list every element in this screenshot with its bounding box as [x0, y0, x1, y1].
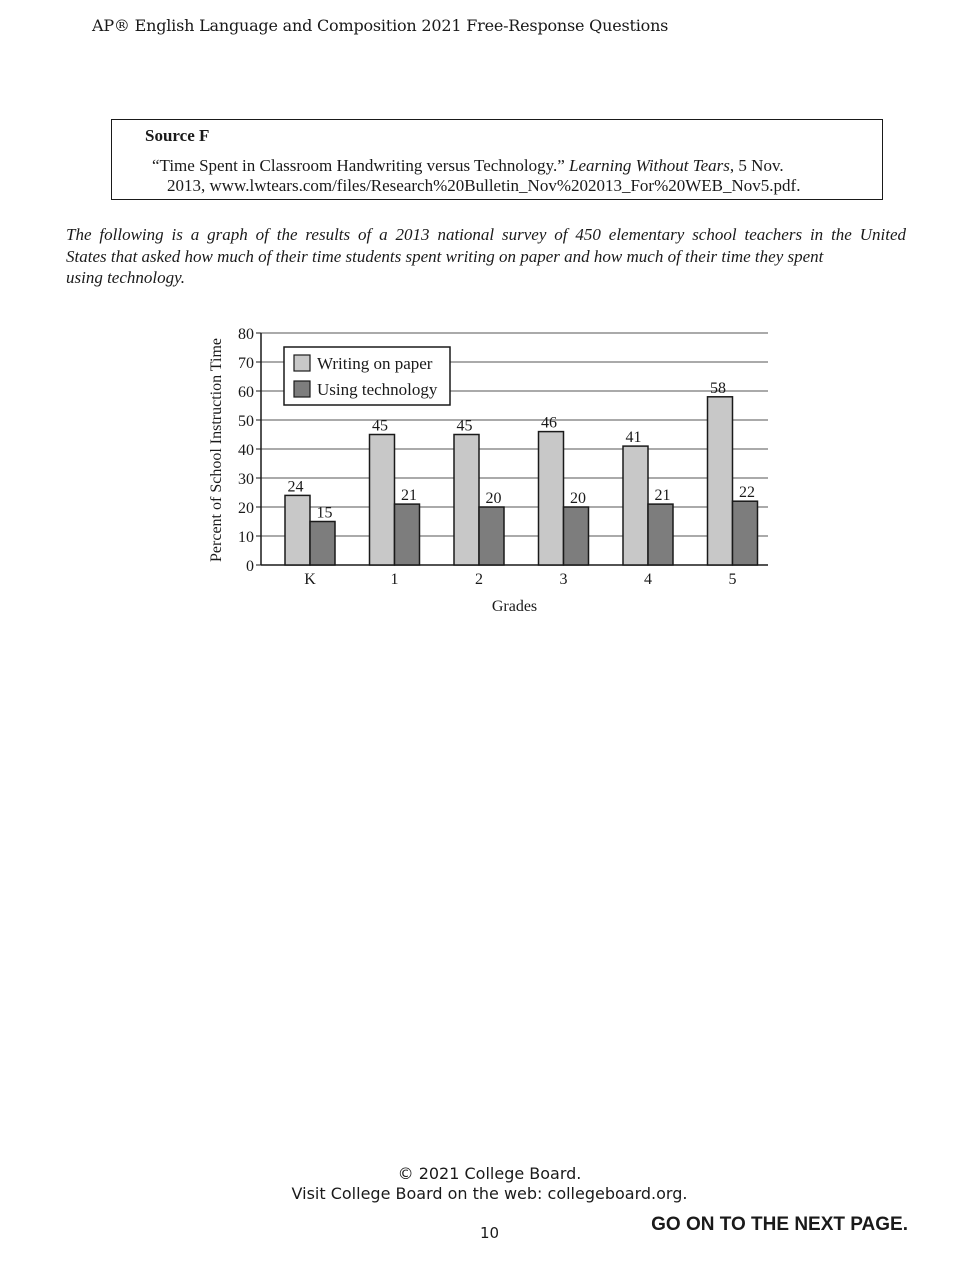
page-number: 10 [479, 1224, 500, 1242]
y-tick-label: 10 [238, 529, 254, 546]
x-tick-label: 3 [559, 571, 568, 588]
y-tick-label: 20 [238, 500, 254, 517]
x-tick-label: 4 [644, 571, 652, 588]
legend-label: Using technology [317, 380, 438, 399]
y-tick-label: 40 [238, 442, 254, 459]
intro-line-3: using technology. [66, 268, 185, 287]
source-title: Source F [145, 126, 210, 145]
bar-paper [539, 432, 564, 565]
intro-line-2: States that asked how much of their time students spent writing on paper and how much of their time they spent [66, 246, 824, 266]
bar-data-label: 20 [485, 490, 502, 507]
bar-technology [564, 507, 589, 565]
legend-label: Writing on paper [317, 354, 433, 373]
y-tick-label: 30 [238, 471, 254, 488]
x-tick-label: 5 [728, 571, 737, 588]
y-tick-label: 0 [246, 558, 254, 575]
bar-technology [395, 504, 420, 565]
bar-data-label: 21 [654, 487, 671, 505]
bar-paper [623, 446, 648, 565]
source-citation-box [111, 119, 883, 200]
legend-swatch [294, 355, 310, 371]
y-tick-label: 70 [238, 355, 254, 372]
bar-data-label: 45 [372, 417, 388, 435]
bar-paper [708, 397, 733, 565]
bar-data-label: 45 [456, 417, 473, 435]
bar-technology [479, 507, 504, 565]
bar-paper [454, 435, 479, 566]
x-tick-label: 2 [475, 571, 483, 588]
x-tick-label: K [304, 571, 316, 588]
bar-data-label: 46 [541, 414, 557, 432]
x-tick-label: 1 [390, 571, 399, 588]
citation-journal: Learning Without Tears [569, 156, 730, 175]
bar-technology [648, 504, 673, 565]
x-axis-title: Grades [491, 598, 538, 615]
citation-article-title: “Time Spent in Classroom Handwriting versus Technology.” [152, 156, 565, 175]
y-tick-label: 60 [238, 384, 254, 401]
bar-data-label: 20 [570, 490, 586, 507]
intro-paragraph [66, 224, 906, 289]
go-on-next-page: GO ON TO THE NEXT PAGE. [651, 1214, 908, 1235]
y-tick-label: 50 [238, 413, 254, 430]
page-header: AP® English Language and Composition 2021 Free-Response Questions [92, 16, 669, 35]
bar-data-label: 22 [739, 484, 755, 502]
bar-chart [200, 315, 780, 625]
bar-data-label: 41 [625, 429, 642, 447]
footer-copyright: © 2021 College Board. [397, 1164, 582, 1183]
bar-paper [370, 435, 395, 566]
citation-date: , 5 Nov. [729, 156, 784, 175]
bar-data-label: 24 [287, 478, 304, 496]
bar-data-label: 21 [401, 487, 417, 505]
footer-website: Visit College Board on the web: collegeboard.org. [291, 1184, 688, 1203]
citation-line-2: 2013, www.lwtears.com/files/Research%20Bulletin_Nov%202013_For%20WEB_Nov5.pdf. [167, 176, 801, 195]
bar-data-label: 58 [710, 379, 726, 397]
y-axis-title: Percent of School Instruction Time [208, 338, 225, 562]
y-tick-label: 80 [238, 326, 254, 343]
legend-swatch [294, 381, 310, 397]
bar-data-label: 15 [316, 504, 333, 522]
citation-line-1 [152, 156, 784, 176]
bar-technology [310, 522, 335, 566]
bar-technology [733, 501, 758, 565]
bar-paper [285, 495, 310, 565]
intro-line-1: The following is a graph of the results of a 2013 national survey of 450 elementary school teachers in the United [66, 225, 906, 244]
